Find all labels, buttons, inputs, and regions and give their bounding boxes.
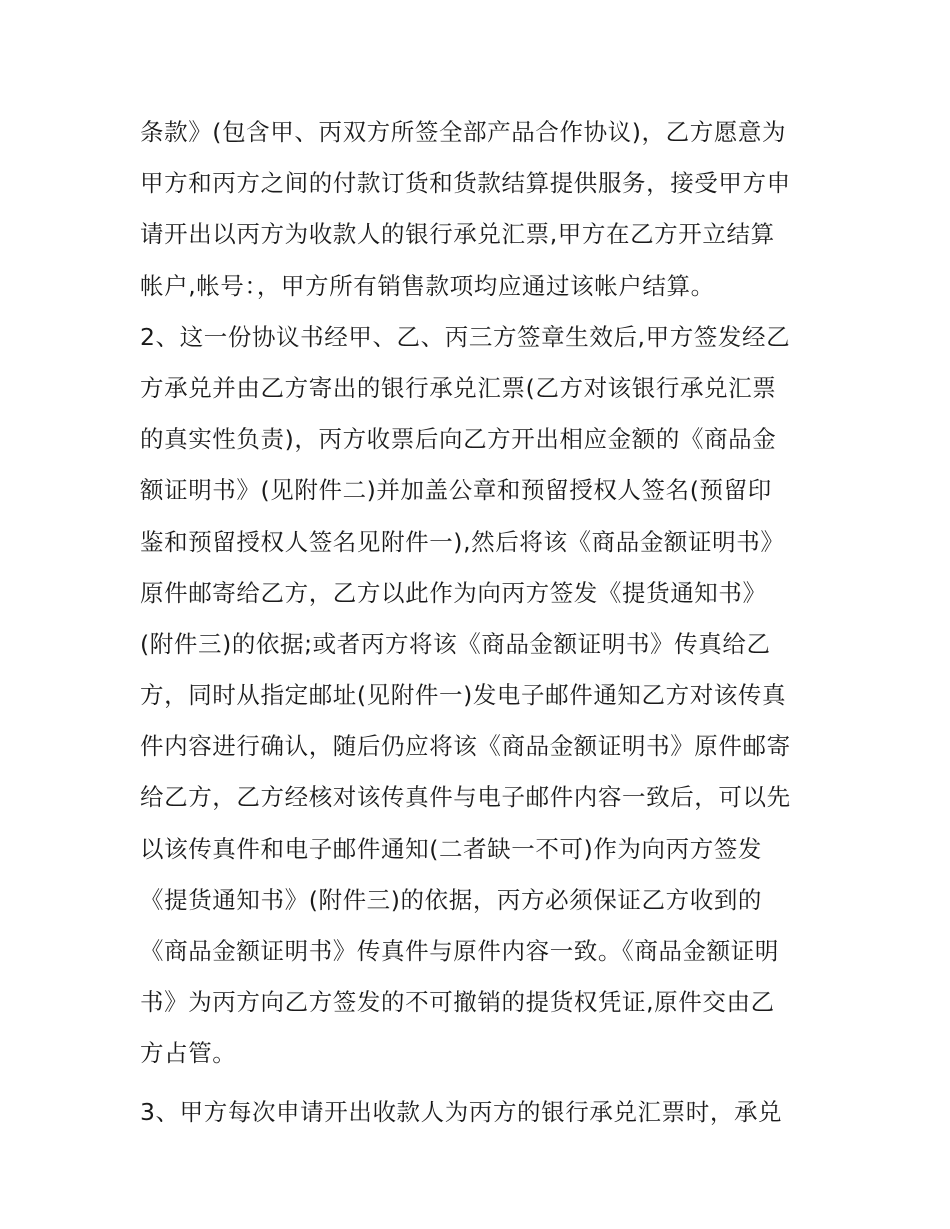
text-line: 给乙方，乙方经核对该传真件与电子邮件内容一致后，可以先	[140, 783, 791, 812]
text-line: 请开出以丙方为收款人的银行承兑汇票,甲方在乙方开立结算	[140, 220, 775, 249]
text-line: 书》为丙方向乙方签发的不可撤销的提货权凭证,原件交由乙	[140, 988, 775, 1017]
paragraph-spacer	[140, 1080, 820, 1087]
text-line: 原件邮寄给乙方，乙方以此作为向丙方签发《提货通知书》	[140, 578, 767, 607]
paragraph-1	[140, 107, 820, 312]
text-line: 3、甲方每次申请开出收款人为丙方的银行承兑汇票时，承兑	[140, 1097, 783, 1126]
paragraph-2-clause	[140, 312, 820, 1080]
text-line: 的真实性负责)，丙方收票后向乙方开出相应金额的《商品金	[140, 425, 777, 454]
text-line: 以该传真件和电子邮件通知(二者缺一不可)作为向丙方签发	[140, 834, 763, 863]
text-line: 《商品金额证明书》传真件与原件内容一致。《商品金额证明	[140, 937, 779, 965]
document-body	[140, 107, 820, 1138]
text-line: 方占管。	[140, 1039, 237, 1068]
text-line: 方承兑并由乙方寄出的银行承兑汇票(乙方对该银行承兑汇票	[140, 373, 777, 402]
text-line: 方，同时从指定邮址(见附件一)发电子邮件通知乙方对该传真	[140, 681, 787, 710]
text-line: 2、这一份协议书经甲、乙、丙三方签章生效后,甲方签发经乙	[140, 322, 791, 351]
text-line: 鉴和预留授权人签名见附件一),然后将该《商品金额证明书》	[140, 527, 785, 556]
paragraph-3-clause	[140, 1087, 820, 1138]
text-line: 帐户,帐号：，甲方所有销售款项均应通过该帐户结算。	[140, 271, 715, 300]
text-line: 条款》(包含甲、丙双方所签全部产品合作协议)，乙方愿意为	[140, 118, 787, 146]
text-line: 甲方和丙方之间的付款订货和货款结算提供服务，接受甲方申	[140, 169, 791, 198]
text-line: 额证明书》(见附件二)并加盖公章和预留授权人签名(预留印	[140, 476, 772, 505]
text-line: (附件三)的依据;或者丙方将该《商品金额证明书》传真给乙	[140, 629, 771, 658]
text-line: 《提货通知书》(附件三)的依据，丙方必须保证乙方收到的	[140, 885, 763, 914]
text-line: 件内容进行确认，随后仍应将该《商品金额证明书》原件邮寄	[140, 732, 791, 761]
